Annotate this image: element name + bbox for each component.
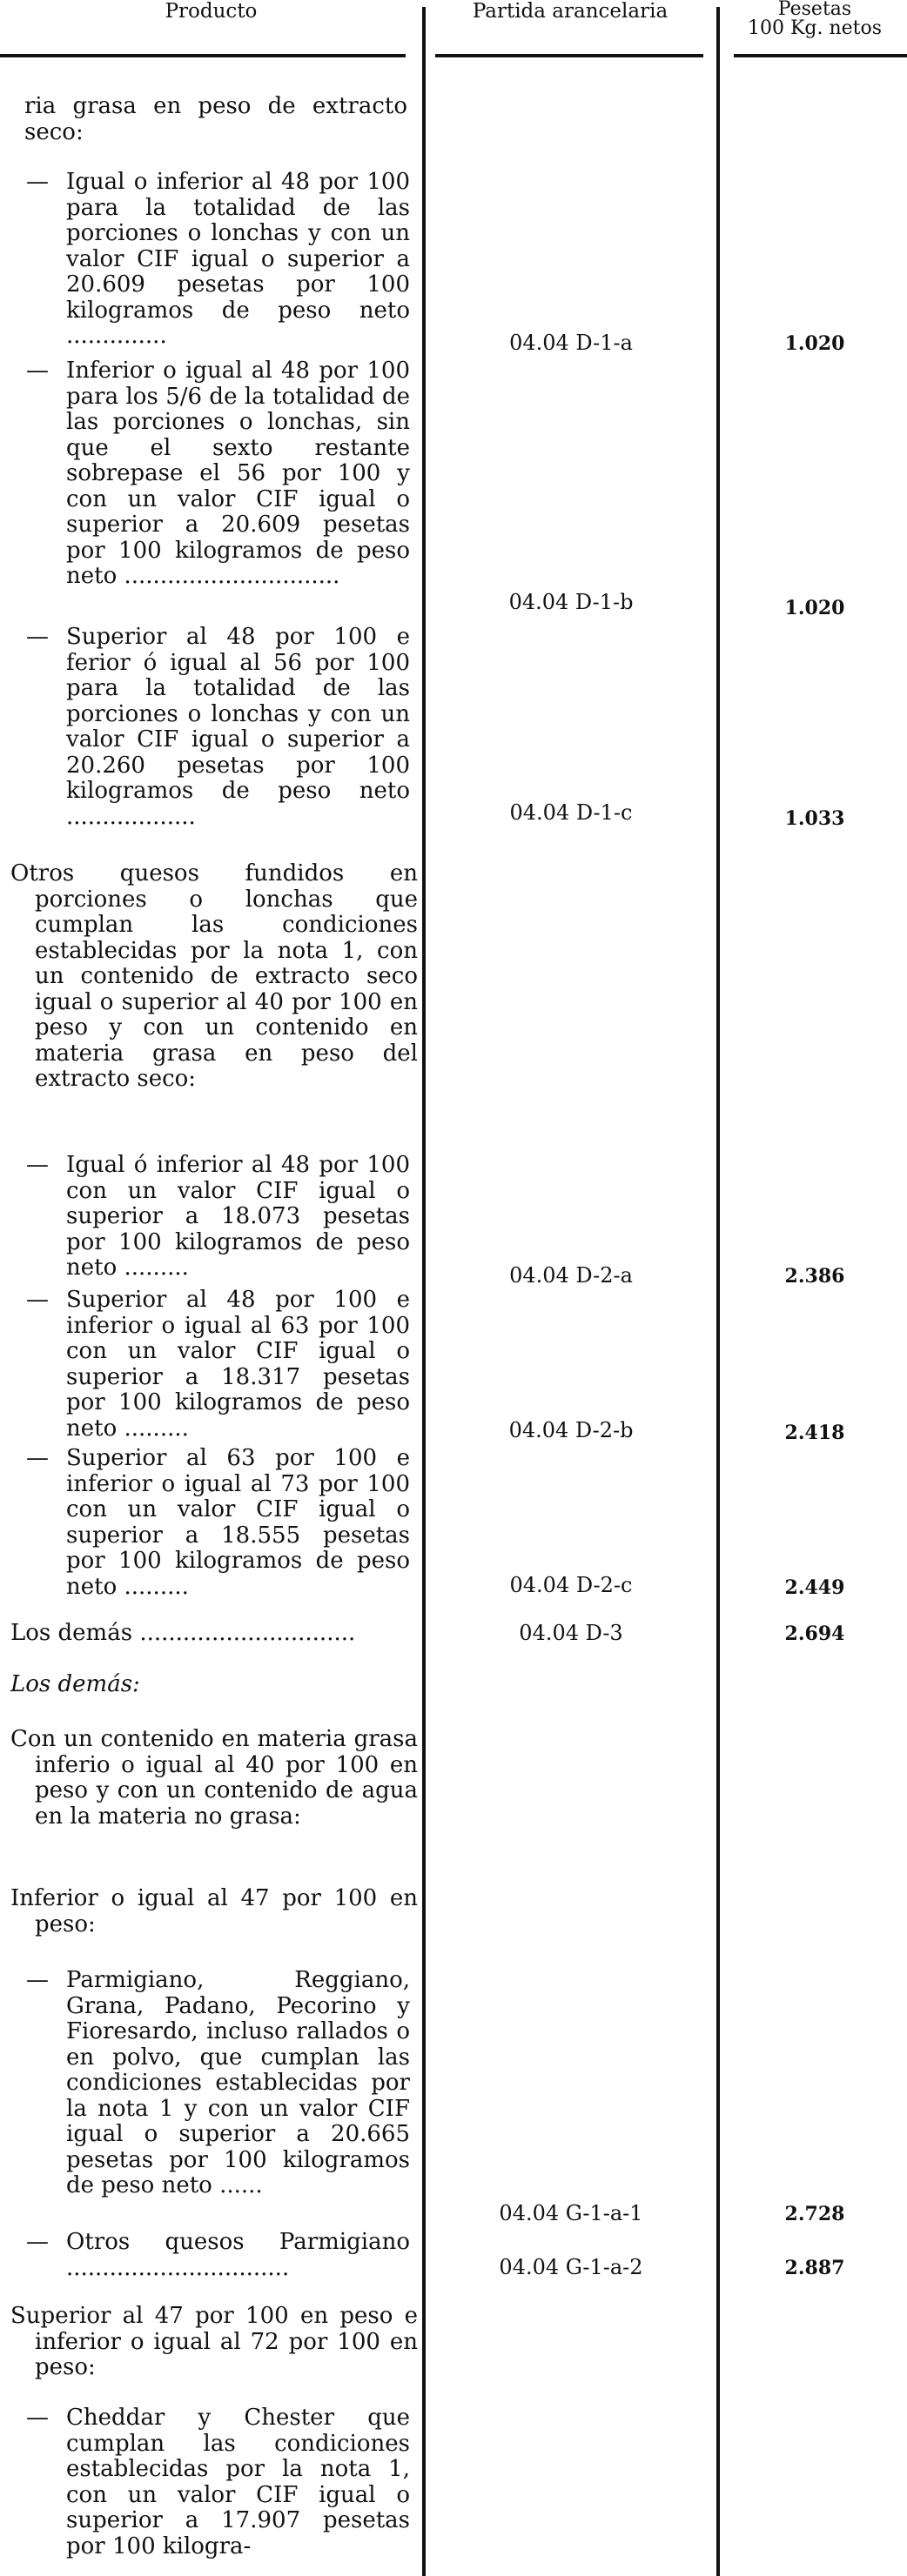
product-item-text: Inferior o igual al 48 por 100 para los 5/6 de la totalidad de las porciones o lonchas, sin que el sexto restante sobrepase el 56 por 100 y con un valor CIF igual o superior a 20.609 pesetas por 100 kilogramos de peso neto ..............................: [66, 358, 410, 589]
dash-bullet: —: [26, 358, 49, 384]
product-item-text: Cheddar y Chester que cumplan las condiciones establecidas por la nota 1, con un valor CIF igual o superior a 17.907 pesetas por 100 kilogra-: [66, 2405, 410, 2559]
header-rule-price: [734, 54, 907, 57]
column-divider-2: [716, 7, 720, 2576]
tariff-code: 04.04 D-2-b: [508, 1418, 634, 1442]
column-divider-1: [422, 7, 426, 2576]
price-value: 1.033: [784, 807, 845, 830]
product-item-text: Superior al 48 por 100 e inferior o igual al 63 por 100 con un valor CIF igual o superior a 18.317 pesetas por 100 kilogramos de peso neto .........: [66, 1287, 410, 1442]
tariff-code: 04.04 D-3: [519, 1621, 623, 1645]
product-item-text: Igual ó inferior al 48 por 100 con un valor CIF igual o superior a 18.073 pesetas por 100 kilogramos de peso neto .........: [66, 1152, 410, 1281]
dash-bullet: —: [26, 1967, 49, 1993]
product-item-text: Superior al 48 por 100 e ferior ó igual al 56 por 100 para la totalidad de las porciones o lonchas y con un valor CIF igual o superior a 20.260 pesetas por 100 kilogramos de peso neto ..................: [66, 624, 410, 830]
price-value: 1.020: [784, 332, 845, 355]
column-header-tariff: Partida arancelaria: [472, 0, 668, 23]
tariff-code: 04.04 D-1-a: [509, 331, 633, 355]
tariff-code: 04.04 D-1-b: [508, 590, 634, 614]
price-value: 2.694: [784, 1623, 845, 1645]
dash-bullet: —: [26, 624, 49, 650]
dash-bullet: —: [26, 1445, 49, 1471]
price-value: 1.020: [784, 597, 845, 619]
price-value: 2.449: [784, 1576, 845, 1599]
product-heading: Otros quesos fundidos en porciones o lonchas que cumplan las condiciones establecidas por la nota 1, con un contenido de extracto seco igual o superior al 40 por 100 en peso y con un contenido en materia grasa en peso del extracto seco:: [10, 860, 418, 1092]
price-value: 2.728: [784, 2203, 845, 2225]
price-value: 2.418: [784, 1422, 845, 1444]
dash-bullet: —: [26, 2405, 49, 2431]
column-header-price: [722, 0, 907, 38]
tariff-code: 04.04 D-2-c: [509, 1573, 633, 1597]
product-heading: Los demás:: [10, 1671, 140, 1697]
product-item-text: Parmigiano, Reggiano, Grana, Padano, Pecorino y Fioresardo, incluso rallados o en polvo, que cumplan las condiciones establecidas por la nota 1 y con un valor CIF igual o superior a 20.665 pesetas por 100 kilogramos de peso neto ......: [66, 1967, 410, 2198]
product-item-text: Otros quesos Parmigiano ...............................: [66, 2229, 410, 2281]
dash-bullet: —: [26, 169, 49, 195]
tariff-code: 04.04 G-1-a-1: [499, 2201, 643, 2225]
dash-bullet: —: [26, 1287, 49, 1313]
header-rule-tariff: [435, 54, 703, 57]
product-heading: Con un contenido en materia grasa inferio o igual al 40 por 100 en peso y con un contenido de agua en la materia no grasa:: [10, 1726, 418, 1830]
column-header-price-line2: 100 Kg. netos: [747, 17, 883, 39]
product-heading: Superior al 47 por 100 en peso e inferior o igual al 72 por 100 en peso:: [10, 2303, 418, 2380]
product-heading: Inferior o igual al 47 por 100 en peso:: [10, 1885, 418, 1937]
price-value: 2.386: [784, 1265, 845, 1288]
dash-bullet: —: [26, 2229, 49, 2255]
price-value: 2.887: [784, 2257, 845, 2279]
column-header-price-line1: Pesetas: [777, 0, 852, 20]
product-item-text: Superior al 63 por 100 e inferior o igual al 73 por 100 con un valor CIF igual o superior a 18.555 pesetas por 100 kilogramos de peso neto .........: [66, 1445, 410, 1600]
tariff-code: 04.04 G-1-a-2: [499, 2255, 643, 2279]
header-rule-product: [0, 54, 406, 57]
product-heading: Los demás ..............................: [10, 1620, 356, 1646]
product-item-text: Igual o inferior al 48 por 100 para la totalidad de las porciones o lonchas y con un valor CIF igual o superior a 20.609 pesetas por 100 kilogramos de peso neto ..............: [66, 169, 410, 349]
column-header-product: Producto: [165, 0, 258, 23]
product-text: ria grasa en peso de extracto seco:: [24, 93, 407, 145]
tariff-code: 04.04 D-2-a: [509, 1263, 633, 1288]
dash-bullet: —: [26, 1152, 49, 1178]
tariff-code: 04.04 D-1-c: [509, 800, 633, 825]
